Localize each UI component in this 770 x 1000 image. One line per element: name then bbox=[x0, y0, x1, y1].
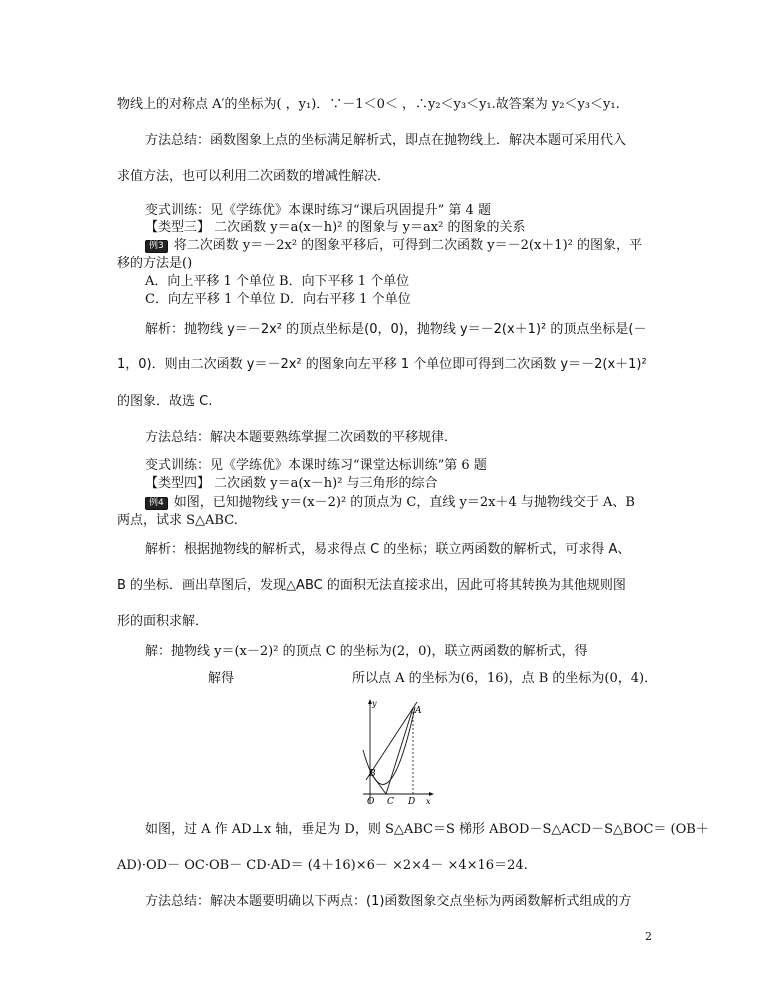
analysis-2: 解析：根据抛物线的解析式，易求得点 C 的坐标；联立两函数的解析式，可求得 A、 bbox=[145, 542, 631, 557]
label-y: y bbox=[372, 699, 377, 708]
variant-training-1: 变式训练：见《学练优》本课时练习“课后巩固提升” 第 4 题 bbox=[145, 203, 491, 218]
label-C: C bbox=[387, 797, 394, 807]
text-line-1: 物线上的对称点 A′的坐标为( ，y₁)．∵－1＜0＜ ，∴y₂＜y₃＜y₁.故答案为 y₂＜y₃＜y₁. bbox=[117, 97, 620, 112]
text-line-12: 的图象．故选 C. bbox=[117, 394, 213, 409]
text-line-11: 1，0)．则由二次函数 y＝－2x² 的图象向左平移 1 个单位即可得到二次函数 y＝－2(x＋1)² bbox=[117, 357, 647, 372]
example-3-badge: 例3 bbox=[145, 240, 168, 253]
solution-result: 所以点 A 的坐标为(6，16)，点 B 的坐标为(0，4)． bbox=[352, 671, 658, 686]
label-x: x bbox=[426, 797, 431, 806]
example-3-line bbox=[145, 237, 642, 255]
example-4-text: 如图，已知抛物线 y＝(x－2)² 的顶点为 C，直线 y＝2x＋4 与抛物线交于 A、B bbox=[173, 495, 635, 510]
method-summary-3: 方法总结：解决本题要明确以下两点：(1)函数图象交点坐标为两函数解析式组成的方 bbox=[145, 894, 632, 909]
type-four-heading: 【类型四】 二次函数 y＝a(x－h)² 与三角形的综合 bbox=[145, 476, 438, 491]
method-summary-1: 方法总结：函数图象上点的坐标满足解析式，即点在抛物线上．解决本题可采用代入 bbox=[145, 133, 627, 148]
segment-AC bbox=[386, 708, 413, 794]
solve-label: 解得 bbox=[208, 671, 235, 686]
text-line-3: 求值方法，也可以利用二次函数的增减性解决． bbox=[117, 169, 391, 184]
solution-line-1: 解：抛物线 y＝(x－2)² 的顶点 C 的坐标为(2，0)，联立两函数的解析式，得 bbox=[145, 644, 588, 659]
text-line-19: B 的坐标．画出草图后，发现△ABC 的面积无法直接求出，因此可将其转换为其他规则图 bbox=[117, 578, 626, 593]
text-line-20: 形的面积求解． bbox=[117, 614, 209, 629]
example-4-badge: 例4 bbox=[145, 497, 168, 510]
option-cd: C．向左平移 1 个单位 D．向右平移 1 个单位 bbox=[145, 292, 411, 307]
label-O: O bbox=[367, 797, 375, 807]
label-D: D bbox=[408, 797, 416, 807]
solution-line-2: 如图，过 A 作 AD⊥x 轴，垂足为 D，则 S△ABC＝S 梯形 ABOD－S△ACD－S△BOC＝ (OB＋ bbox=[145, 822, 709, 837]
analysis-1: 解析：抛物线 y＝－2x² 的顶点坐标是(0，0)，抛物线 y＝－2(x＋1)² 的顶点坐标是(－ bbox=[145, 322, 647, 337]
example-3-text: 将二次函数 y＝－2x² 的图象平移后，可得到二次函数 y＝－2(x＋1)² 的图象，平 bbox=[173, 238, 642, 253]
x-axis-arrow bbox=[429, 792, 434, 796]
option-ab: A．向上平移 1 个单位 B．向下平移 1 个单位 bbox=[145, 274, 410, 289]
text-line-7: 移的方法是() bbox=[117, 256, 193, 271]
text-line-17: 两点，试求 S△ABC. bbox=[117, 513, 238, 528]
example-4-line bbox=[145, 494, 635, 512]
page-number: 2 bbox=[645, 930, 652, 943]
solution-line-3: AD)·OD－ OC·OB－ CD·AD＝ (4＋16)×6－ ×2×4－ ×4×16＝24. bbox=[117, 858, 528, 873]
variant-training-2: 变式训练：见《学练优》本课时练习“课堂达标训练”第 6 题 bbox=[145, 458, 487, 473]
type-three-heading: 【类型三】 二次函数 y＝a(x－h)² 的图象与 y＝ax² 的图象的关系 bbox=[145, 220, 526, 235]
parabola-figure bbox=[355, 698, 445, 810]
label-B: B bbox=[369, 769, 376, 779]
label-A: A bbox=[415, 706, 422, 716]
method-summary-2: 方法总结：解决本题要熟练掌握二次函数的平移规律． bbox=[145, 430, 458, 445]
